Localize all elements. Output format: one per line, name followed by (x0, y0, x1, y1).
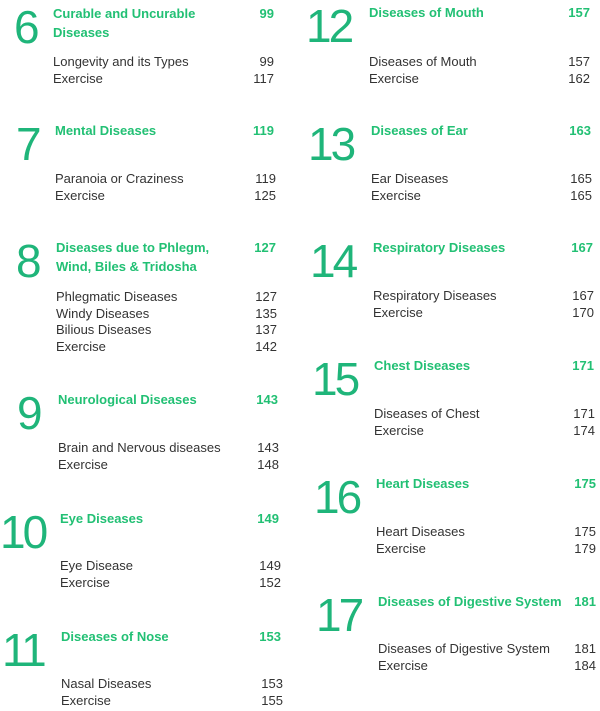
chapter-number: 9 (17, 387, 40, 439)
entry-page: 184 (574, 657, 596, 673)
entry-page: 162 (568, 70, 590, 86)
list-item[interactable] (58, 457, 279, 474)
list-item[interactable] (371, 188, 592, 205)
chapter-11 (0, 624, 290, 711)
entry-list (56, 289, 277, 355)
entry-title: Exercise (60, 574, 110, 590)
chapter-7 (0, 118, 290, 211)
entry-title: Bilious Diseases (56, 322, 152, 337)
entry-page: 125 (254, 187, 276, 203)
list-item[interactable] (374, 406, 595, 423)
list-item[interactable] (376, 524, 596, 541)
entry-page: 157 (568, 54, 590, 69)
entry-title: Nasal Diseases (61, 676, 152, 691)
list-item[interactable] (53, 71, 274, 88)
chapter-number: 11 (2, 624, 44, 676)
chapter-title[interactable]: Diseases of Ear (371, 123, 468, 138)
chapter-number: 6 (14, 1, 37, 53)
entry-title: Exercise (369, 70, 419, 86)
entry-title: Exercise (58, 456, 108, 472)
chapter-number: 17 (316, 589, 362, 641)
chapter-number: 13 (308, 118, 354, 170)
chapter-page: 175 (574, 476, 596, 491)
chapter-number: 8 (16, 235, 39, 287)
entry-page: 171 (573, 406, 595, 421)
entry-page: 181 (574, 641, 596, 656)
chapter-13 (302, 118, 600, 211)
entry-title: Windy Diseases (56, 305, 150, 321)
list-item[interactable] (55, 171, 276, 188)
entry-title: Exercise (373, 304, 423, 320)
entry-list (376, 524, 596, 557)
entry-page: 127 (255, 289, 277, 304)
list-item[interactable] (378, 658, 596, 675)
list-item[interactable] (369, 54, 590, 71)
entry-list (374, 406, 595, 439)
chapter-title[interactable]: Eye Diseases (60, 511, 144, 526)
chapter-title[interactable]: Respiratory Diseases (373, 240, 506, 255)
chapter-page: 181 (574, 594, 596, 609)
entry-page: 155 (261, 692, 283, 708)
list-item[interactable] (53, 54, 274, 71)
entry-page: 135 (255, 305, 277, 321)
entry-title: Exercise (61, 692, 111, 708)
entry-page: 152 (259, 574, 281, 590)
chapter-page: 157 (568, 5, 590, 20)
entry-page: 137 (255, 322, 277, 337)
chapter-number: 15 (312, 353, 358, 405)
entry-title: Brain and Nervous diseases (58, 440, 221, 455)
entry-page: 165 (570, 171, 592, 186)
entry-page: 179 (574, 540, 596, 556)
entry-title: Exercise (53, 70, 103, 86)
list-item[interactable] (373, 305, 594, 322)
chapter-title[interactable]: Diseases of Nose (61, 629, 169, 644)
list-item[interactable] (60, 575, 281, 592)
list-item[interactable] (60, 558, 281, 575)
chapter-title[interactable]: Diseases due to Phlegm, Wind, Biles & Tridosha (56, 240, 210, 274)
chapter-page: 127 (254, 240, 276, 255)
list-item[interactable] (371, 171, 592, 188)
chapter-page: 163 (569, 123, 591, 138)
chapter-page: 171 (572, 358, 594, 373)
entry-title: Exercise (371, 187, 421, 203)
list-item[interactable] (56, 339, 277, 356)
list-item[interactable] (56, 322, 277, 339)
chapter-9 (0, 387, 290, 480)
entry-list (378, 641, 596, 674)
chapter-page: 149 (257, 511, 279, 526)
entry-page: 148 (257, 456, 279, 472)
chapter-title[interactable]: Diseases of Digestive System (378, 594, 562, 609)
chapter-page: 153 (259, 629, 281, 644)
chapter-page: 143 (256, 392, 278, 407)
chapter-title[interactable]: Diseases of Mouth (369, 5, 484, 20)
entry-title: Exercise (55, 187, 105, 203)
entry-title: Diseases of Mouth (369, 54, 477, 69)
chapter-number: 12 (306, 0, 352, 52)
list-item[interactable] (55, 188, 276, 205)
entry-title: Diseases of Digestive System (378, 641, 550, 656)
chapter-16 (302, 471, 600, 564)
entry-title: Ear Diseases (371, 171, 449, 186)
list-item[interactable] (61, 693, 283, 710)
chapter-10 (0, 506, 290, 599)
entry-title: Phlegmatic Diseases (56, 289, 178, 304)
chapter-15 (302, 353, 600, 446)
entry-page: 117 (253, 70, 274, 86)
chapter-title[interactable]: Neurological Diseases (58, 392, 197, 407)
entry-title: Exercise (376, 540, 426, 556)
list-item[interactable] (374, 423, 595, 440)
list-item[interactable] (376, 541, 596, 558)
entry-list (60, 558, 281, 591)
entry-title: Diseases of Chest (374, 406, 480, 421)
list-item[interactable] (58, 440, 279, 457)
chapter-page: 119 (253, 123, 274, 138)
entry-page: 165 (570, 187, 592, 203)
entry-list (371, 171, 592, 204)
entry-title: Heart Diseases (376, 524, 465, 539)
list-item[interactable] (373, 288, 594, 305)
entry-page: 153 (261, 676, 283, 691)
chapter-title[interactable]: Curable and Uncurable Diseases (53, 6, 196, 40)
entry-title: Paranoia or Craziness (55, 171, 184, 186)
chapter-number: 10 (0, 506, 46, 558)
entry-title: Longevity and its Types (53, 54, 189, 69)
entry-page: 170 (572, 304, 594, 320)
chapter-number: 16 (314, 471, 360, 523)
chapter-6 (0, 1, 290, 94)
entry-page: 167 (572, 288, 594, 303)
chapter-page: 99 (259, 6, 274, 21)
chapter-17 (302, 589, 600, 682)
entry-page: 174 (573, 422, 595, 438)
chapter-page: 167 (571, 240, 593, 255)
entry-title: Respiratory Diseases (373, 288, 497, 303)
entry-title: Exercise (374, 422, 424, 438)
chapter-title[interactable]: Chest Diseases (374, 358, 471, 373)
chapter-number: 7 (16, 118, 39, 170)
chapter-8 (0, 235, 290, 358)
entry-page: 142 (255, 338, 277, 354)
chapter-number: 14 (310, 235, 356, 287)
list-item[interactable] (56, 306, 277, 323)
chapter-12 (302, 0, 600, 93)
entry-page: 143 (257, 440, 279, 455)
entry-title: Eye Disease (60, 558, 133, 573)
entry-page: 119 (255, 171, 276, 186)
list-item[interactable] (378, 641, 596, 658)
chapter-title[interactable]: Mental Diseases (55, 123, 157, 138)
entry-title: Exercise (378, 657, 428, 673)
entry-list (61, 676, 283, 709)
list-item[interactable] (369, 71, 590, 88)
list-item[interactable] (56, 289, 277, 306)
entry-page: 99 (259, 54, 274, 69)
entry-list (58, 440, 279, 473)
entry-title: Exercise (56, 338, 106, 354)
chapter-14 (302, 235, 600, 328)
list-item[interactable] (61, 676, 283, 693)
entry-page: 175 (574, 524, 596, 539)
entry-page: 149 (259, 558, 281, 573)
entry-list (53, 54, 274, 87)
entry-list (369, 54, 590, 87)
chapter-title[interactable]: Heart Diseases (376, 476, 470, 491)
entry-list (55, 171, 276, 204)
entry-list (373, 288, 594, 321)
